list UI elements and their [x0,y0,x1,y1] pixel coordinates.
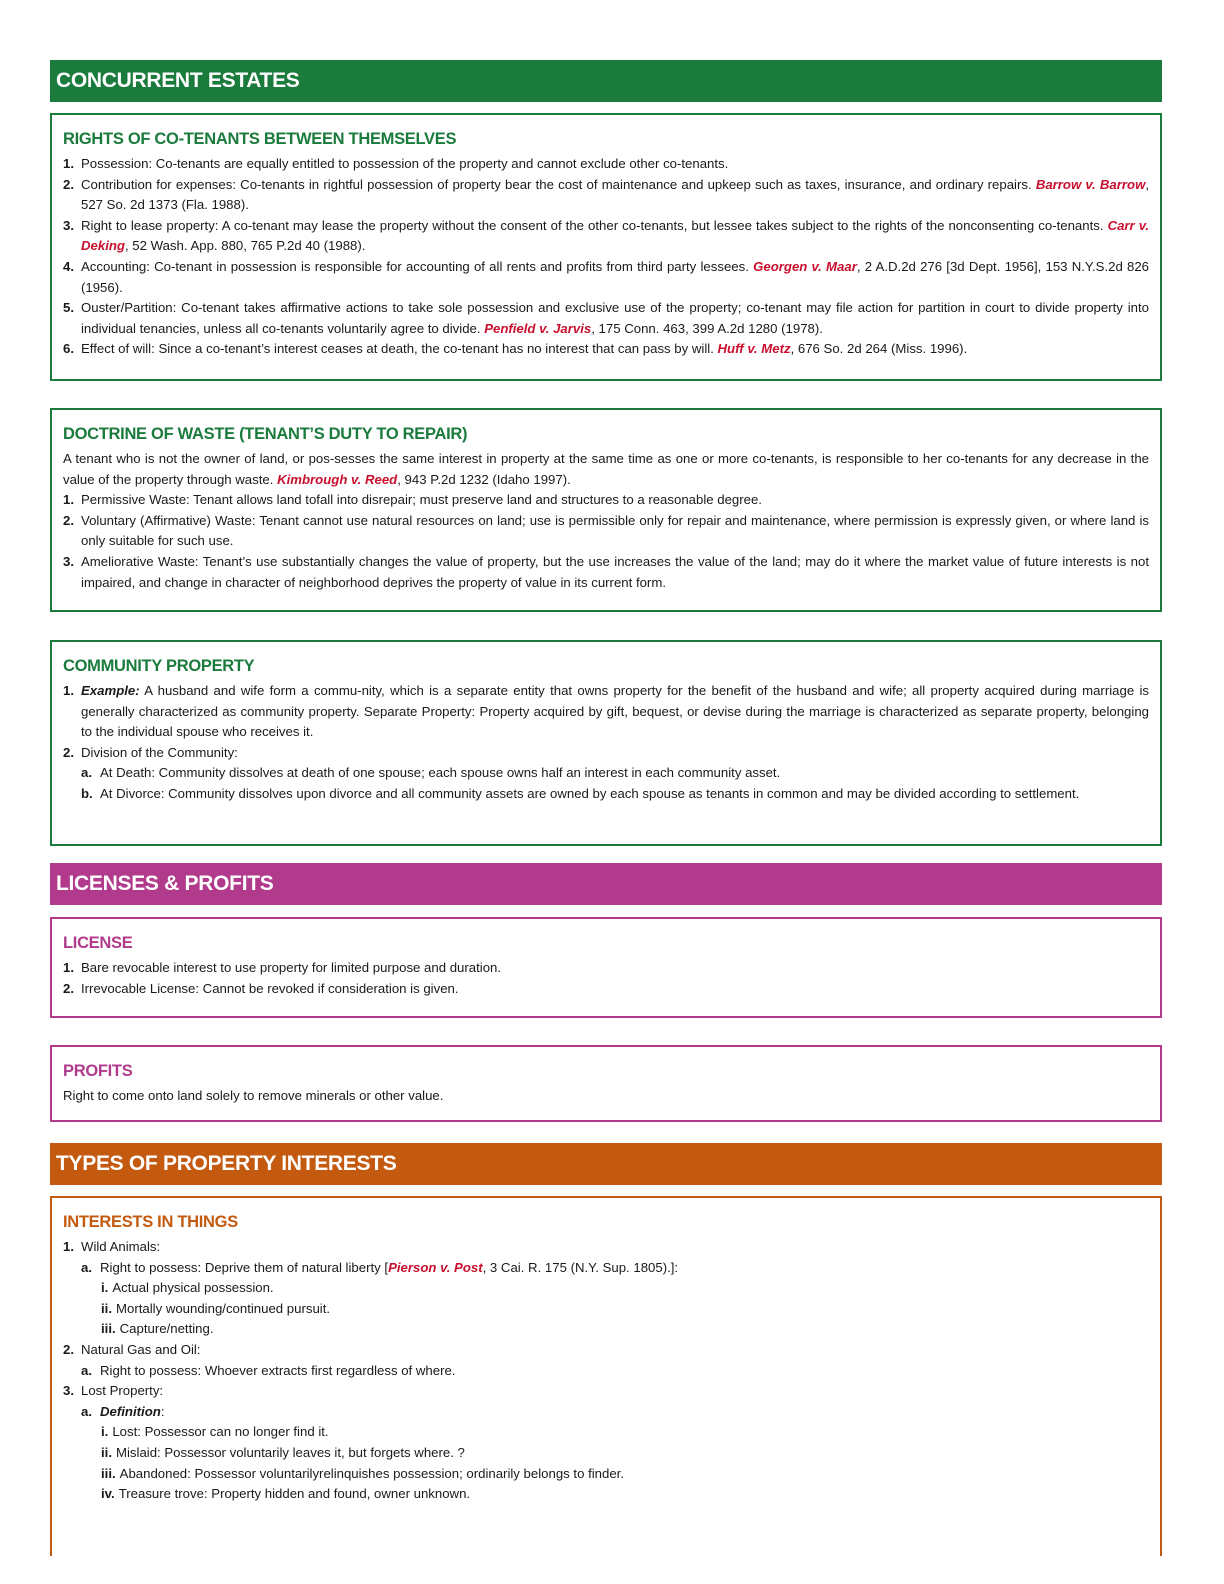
citation-reference: , 676 So. 2d 264 (Miss. 1996). [790,341,968,357]
box-title: PROFITS [63,1062,133,1080]
item-letter: a. [81,765,92,781]
item-number: 1. [63,960,74,975]
item-text: Permissive Waste: Tenant allows land tofall into disrepair; must preserve land and structures to a reasonable degree. [81,492,762,508]
item-text: Natural Gas and Oil: [81,1341,201,1357]
case-citation: Penfield v. Jarvis [484,320,592,336]
list-item [63,154,1149,175]
item-number: 2. [63,176,74,192]
sub-sub-list-item [63,1484,1149,1505]
list-item [63,1340,1149,1361]
item-text: At Divorce: Community dissolves upon divorce and all community assets are owned by each spouse as tenants in common and may be divided according to settlement. [100,785,1080,801]
list-item [63,552,1149,593]
case-citation: Georgen v. Maar [753,258,857,274]
interests-in-things-box [50,1196,1162,1556]
sub-list-item [63,784,1149,805]
list-item [63,257,1149,298]
list-item [63,743,1149,764]
item-text: Right to possess: Whoever extracts first regardless of where. [100,1362,456,1378]
item-roman: iii. [101,1321,116,1337]
item-text: Lost: Possessor can no longer find it. [112,1424,329,1440]
sub-list-item [63,1402,1149,1423]
item-body: Ouster/Partition: Co-tenant takes affirmative actions to take sole possession and exclusive use of the property; co-tenant may file action for partition in court to divide property into individual tenancies, unless all co-tenants voluntarily agree to divide. [81,300,1149,336]
case-citation: Kimbrough v. Reed [277,471,398,487]
item-roman: iv. [101,1486,115,1502]
item-number: 3. [63,217,74,233]
item-text: Mortally wounding/continued pursuit. [116,1300,331,1316]
list-item [63,490,1149,511]
list-item [63,216,1149,257]
item-text: Irrevocable License: Cannot be revoked if consideration is given. [81,980,459,996]
item-letter: a. [81,1403,92,1419]
sub-list-item [63,1258,1149,1279]
item-text: Voluntary (Affirmative) Waste: Tenant cannot use natural resources on land; use is permissible only for repair and maintenance, where permission is expressly given, or where land is only suitable for such use. [81,512,1149,549]
item-roman: ii. [101,1444,112,1460]
item-text [81,257,1149,298]
case-citation: Huff v. Metz [717,341,791,357]
item-letter: b. [81,785,93,801]
item-body: Effect of will: Since a co-tenant’s interest ceases at death, the co-tenant has no interest that can pass by will. [81,341,718,357]
list-item [63,958,1149,979]
item-text: Abandoned: Possessor voluntarilyrelinquishes possession; ordinarily belongs to finder. [119,1465,625,1481]
profits-text: Right to come onto land solely to remove minerals or other value. [63,1088,444,1103]
section-title: LICENSES & PROFITS [56,872,274,895]
box-title: RIGHTS OF CO-TENANTS BETWEEN THEMSELVES [63,130,457,148]
citation-reference: , 175 Conn. 463, 399 A.2d 1280 (1978). [591,320,823,336]
item-body: Right to possess: Deprive them of natural liberty [ [100,1259,389,1275]
item-roman: i. [101,1280,109,1296]
citation-reference: , 52 Wash. App. 880, 765 P.2d 40 (1988). [124,238,366,254]
item-number: 1. [63,1239,74,1254]
citation-reference: , 943 P.2d 1232 (Idaho 1997). [397,471,571,487]
license-box [50,917,1162,1018]
item-number: 1. [63,683,74,698]
item-text: Lost Property: [81,1383,164,1399]
list-item [63,339,1149,360]
item-text [81,216,1149,257]
citation-reference: , 2 A.D.2d 276 [3d Dept. 1956], 153 N.Y.S.2d 826 (1956). [81,258,1150,295]
item-body: Accounting: Co-tenant in possession is responsible for accounting of all rents and profits from third party lessees. [81,258,754,274]
item-number: 5. [63,300,74,316]
item-text: Division of the Community: [81,744,238,760]
item-text: At Death: Community dissolves at death of one spouse; each spouse owns half an interest in each community asset. [100,765,781,781]
sub-sub-list-item [63,1319,1149,1340]
item-text: Wild Animals: [81,1239,161,1254]
item-text [81,175,1149,216]
item-body: Contribution for expenses: Co-tenants in rightful possession of property bear the cost of maintenance and upkeep such as taxes, insurance, and ordinary repairs. [81,176,1036,192]
profits-box [50,1045,1162,1122]
item-roman: ii. [101,1300,112,1316]
list-item [63,511,1149,552]
item-number: 6. [63,341,74,357]
item-text [81,339,1149,360]
section-banner-licenses-profits [50,863,1162,905]
item-text: Treasure trove: Property hidden and found, owner unknown. [118,1486,471,1502]
item-text: Capture/netting. [119,1321,214,1337]
list-item [63,175,1149,216]
example-label: Example: [81,683,140,698]
section-title: TYPES OF PROPERTY INTERESTS [56,1152,397,1175]
item-text: Ameliorative Waste: Tenant’s use substantially changes the value of property, but the use increases the value of the land; may do it where the market value of future interests is not impaired, and change in character of neighborhood deprives the property of value in its current form. [81,553,1149,590]
sub-sub-list-item [63,1278,1149,1299]
section-title: CONCURRENT ESTATES [56,69,300,92]
item-letter: a. [81,1259,92,1275]
box-title: DOCTRINE OF WASTE (TENANT’S DUTY TO REPAIR) [63,425,468,443]
sub-sub-list-item [63,1443,1149,1464]
sub-list-item [63,763,1149,784]
item-number: 3. [63,553,74,569]
item-number: 3. [63,1383,74,1399]
item-number: 2. [63,1341,74,1357]
item-text [81,298,1149,339]
list-item [63,979,1149,1000]
box-title: LICENSE [63,934,133,952]
sub-list-item [63,1361,1149,1382]
item-number: 1. [63,492,74,508]
item-roman: iii. [101,1465,116,1481]
citation-reference: , 527 So. 2d 1373 (Fla. 1988). [81,176,1150,213]
cotenants-box [50,113,1162,381]
item-number: 2. [63,744,74,760]
list-item [63,298,1149,339]
list-item [63,681,1149,743]
item-number: 1. [63,156,74,171]
sub-sub-list-item [63,1422,1149,1443]
item-number: 2. [63,512,74,528]
sub-sub-list-item [63,1299,1149,1320]
item-text: Possession: Co-tenants are equally entitled to possession of the property and cannot exclude other co-tenants. [81,156,729,171]
item-text: Actual physical possession. [112,1280,274,1296]
list-item [63,1237,1149,1258]
case-citation: Pierson v. Post [388,1259,483,1275]
community-box [50,640,1162,846]
item-letter: a. [81,1362,92,1378]
box-title: COMMUNITY PROPERTY [63,657,255,675]
sub-sub-list-item [63,1464,1149,1485]
item-text [81,681,1149,743]
item-roman: i. [101,1424,109,1440]
waste-box [50,408,1162,612]
item-text: Mislaid: Possessor voluntarily leaves it, but forgets where. ? [116,1444,465,1460]
case-citation: Carr v. Deking [81,217,1149,254]
citation-reference: , 3 Cai. R. 175 (N.Y. Sup. 1805).]: [482,1259,679,1275]
item-text [100,1402,1149,1423]
list-item [63,1381,1149,1402]
section-banner-property-interests [50,1143,1162,1185]
item-number: 2. [63,980,74,996]
item-body: A husband and wife form a commu-nity, which is a separate entity that owns property for the benefit of the husband and wife; all property acquired during marriage is generally characterized as community property. Separate Property: Property acquired by gift, bequest, or devise during the marriage is characterized as separate property, belonging to the individual spouse who receives it. [81,683,1149,740]
case-citation: Barrow v. Barrow [1035,176,1146,192]
section-banner-concurrent-estates [50,60,1162,102]
item-text: Bare revocable interest to use property for limited purpose and duration. [81,960,502,975]
box-title: INTERESTS IN THINGS [63,1213,238,1231]
item-text [100,1258,1149,1279]
item-number: 4. [63,258,74,274]
intro-text: A tenant who is not the owner of land, or pos-sesses the same interest in property at the same time as one or more co-tenants, is responsible to her co-tenants for any decrease in the value of the property through waste. [63,451,1149,487]
intro-paragraph [63,449,1149,490]
item-body: Right to lease property: A co-tenant may lease the property without the consent of the other co-tenants, but lessee takes subject to the rights of the nonconsenting co-tenants. [81,217,1108,233]
definition-label: Definition [100,1403,161,1419]
item-body: : [160,1403,165,1419]
